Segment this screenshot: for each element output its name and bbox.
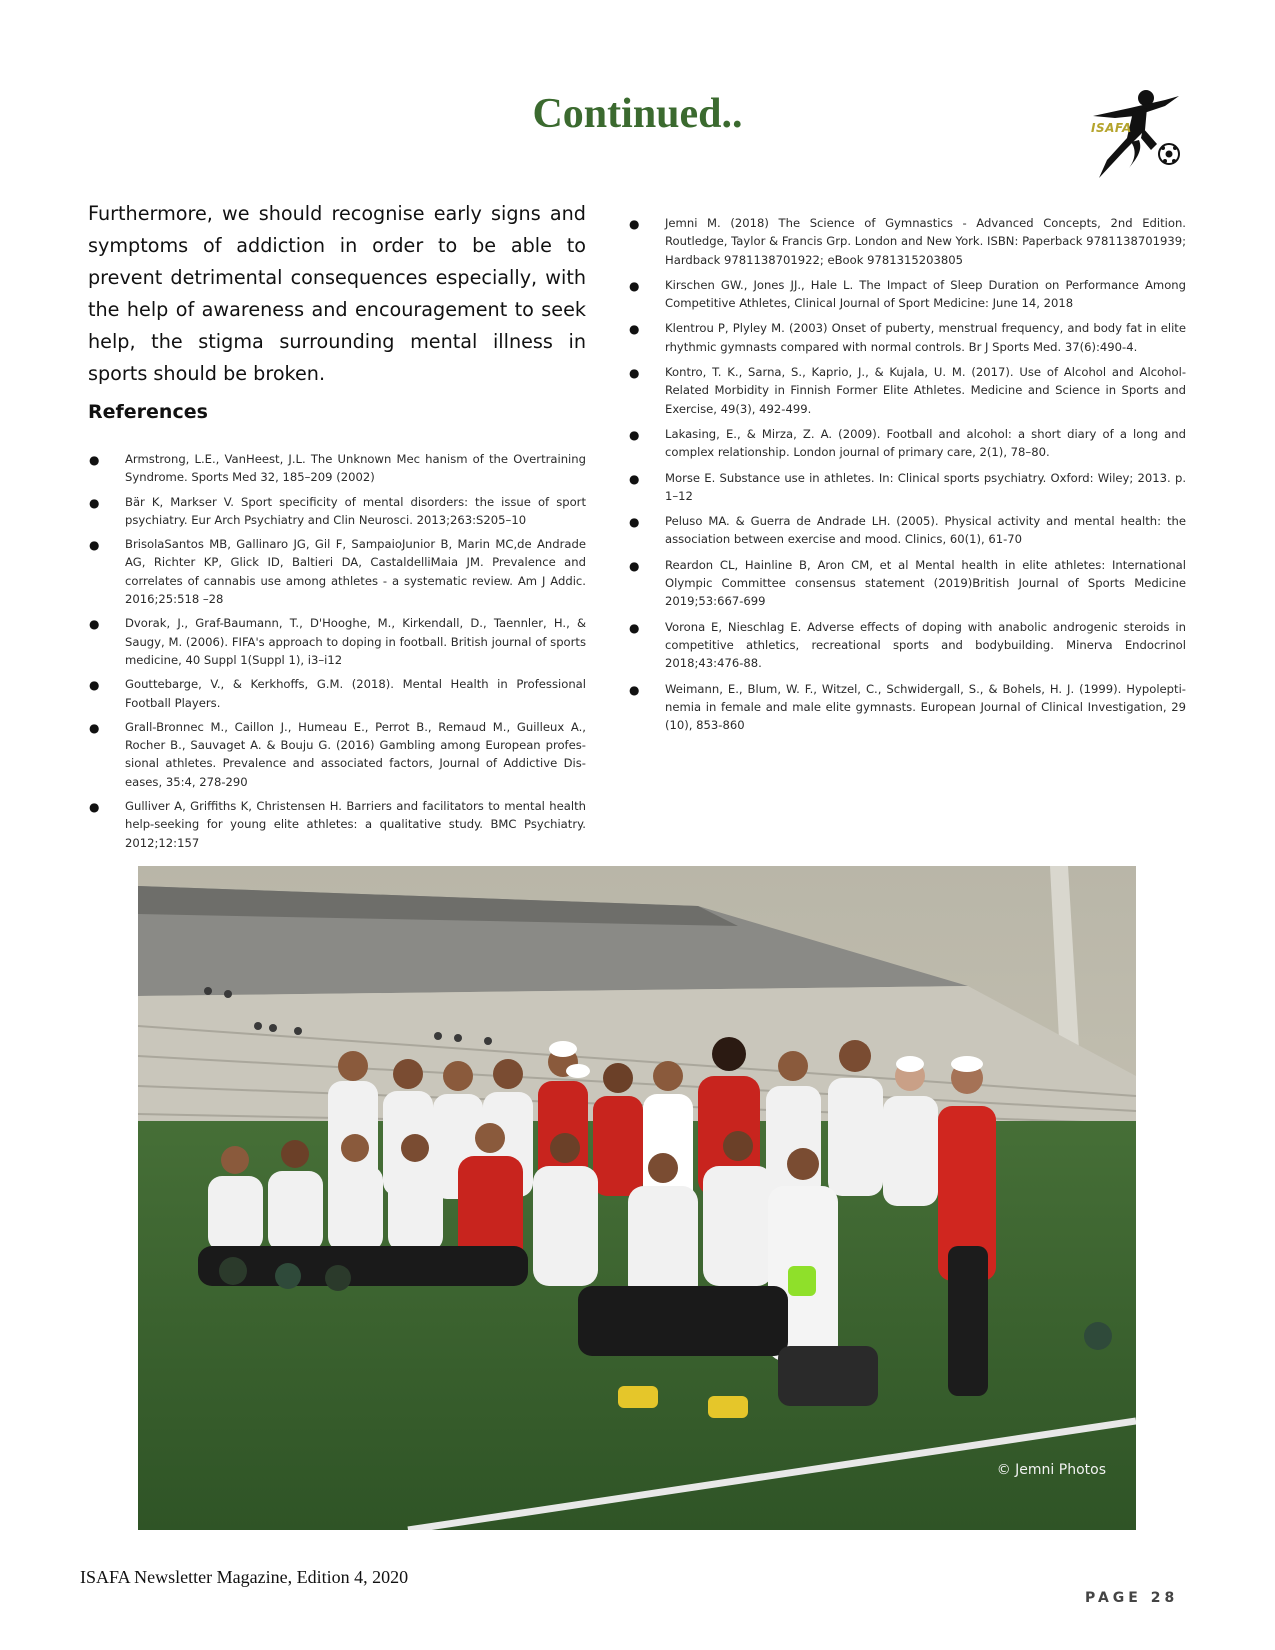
reference-item xyxy=(88,614,586,669)
bullet-icon: ● xyxy=(89,617,100,632)
bullet-icon: ● xyxy=(89,495,100,510)
reference-text: Grall-Bronnec M., Caillon J., Humeau E., Perrot B., Remaud M., Guilleux A., Rocher B., Sauvaget A. & Bouju G. (2016) Gambling among European profes-sional athletes. Prevalence and associated factors, Journal of Addictive Dis-eases, 35:4, 278-290 xyxy=(125,719,586,789)
team-photo xyxy=(138,866,1136,1530)
page-number: PAGE 28 xyxy=(1085,1590,1179,1606)
reference-item xyxy=(628,618,1186,673)
reference-text: Jemni M. (2018) The Science of Gymnastics - Advanced Concepts, 2nd Edition. Routledge, Taylor & Francis Grp. London and New York. ISBN: Paperback 9781138701939; Hardback 9781138701922; eBook 9781315203805 xyxy=(665,216,1186,267)
reference-text: Kontro, T. K., Sarna, S., Kaprio, J., & Kujala, U. M. (2017). Use of Alcohol and Alcohol-Related Morbidity in Finnish Former Elite Athletes. Medicine and Science in Sports and Exercise, 49(3), 492-499. xyxy=(665,365,1186,416)
bullet-icon: ● xyxy=(629,515,640,530)
intro-paragraph: Furthermore, we should recognise early signs and symptoms of addiction in order to be able to prevent detrimental consequences especially, with the help of awareness and encouragement to seek help, the stigma surrounding mental illness in sports should be broken. xyxy=(88,202,586,385)
bullet-icon: ● xyxy=(629,278,640,293)
page-title: Continued.. xyxy=(532,91,743,137)
reference-text: Dvorak, J., Graf-Baumann, T., D'Hooghe, M., Kirkendall, D., Taennler, H., & Saugy, M. (2006). FIFA's approach to doping in football. British journal of sports medicine, 40 Suppl 1(Suppl 1), i3–i12 xyxy=(125,616,586,667)
reference-item xyxy=(628,680,1186,735)
bullet-icon: ● xyxy=(629,427,640,442)
bullet-icon: ● xyxy=(629,366,640,381)
reference-text: Lakasing, E., & Mirza, Z. A. (2009). Football and alcohol: a short diary of a long and complex relationship. London journal of primary care, 2(1), 78–80. xyxy=(665,426,1186,460)
reference-item xyxy=(628,425,1186,462)
bullet-icon: ● xyxy=(629,682,640,697)
photo-credit: © Jemni Photos xyxy=(996,1462,1106,1478)
reference-item xyxy=(628,556,1186,611)
reference-text: Morse E. Substance use in athletes. In: Clinical sports psychiatry. Oxford: Wiley; 2013. p. 1–12 xyxy=(665,470,1186,503)
reference-text: Klentrou P, Plyley M. (2003) Onset of puberty, menstrual frequency, and body fat in elite rhythmic gymnasts compared with normal controls. Br J Sports Med. 37(6):490-4. xyxy=(665,321,1186,354)
bullet-icon: ● xyxy=(629,620,640,635)
reference-item xyxy=(88,493,586,530)
reference-text: Vorona E, Nieschlag E. Adverse effects of doping with anabolic androgenic steroids in competitive athletics, recreational sports and bodybuilding. Minerva Endocrinol 2018;43:476-88. xyxy=(665,619,1186,671)
reference-text: Reardon CL, Hainline B, Aron CM, et al Mental health in elite athletes: International Olympic Committee consensus statement (2019)British Journal of Sports Medicine 2019;53:667-699 xyxy=(665,557,1186,609)
reference-item xyxy=(628,363,1186,418)
reference-text: Kirschen GW., Jones JJ., Hale L. The Impact of Sleep Duration on Performance Among Competitive Athletes, Clinical Journal of Sport Medicine: June 14, 2018 xyxy=(665,277,1186,311)
reference-item xyxy=(628,319,1186,356)
reference-item xyxy=(88,535,586,608)
bullet-icon: ● xyxy=(629,558,640,573)
references-left-list xyxy=(88,450,586,858)
references-heading: References xyxy=(88,401,208,423)
reference-item xyxy=(88,450,586,487)
bullet-icon: ● xyxy=(629,217,640,231)
reference-text: Weimann, E., Blum, W. F., Witzel, C., Schwidergall, S., & Bohels, H. J. (1999). Hypolepti-nemia in female and male elite gymnasts. European Journal of Clinical Investigation, 29 (10), 853-860 xyxy=(665,681,1186,733)
bullet-icon: ● xyxy=(629,322,640,337)
reference-item xyxy=(628,469,1186,506)
bullet-icon: ● xyxy=(89,720,100,735)
reference-item xyxy=(88,797,586,852)
reference-text: Gulliver A, Griffiths K, Christensen H. Barriers and facilitators to mental health help-seeking for young elite athletes: a qualitative study. BMC Psychiatry. 2012;12:157 xyxy=(125,799,586,850)
isafa-logo xyxy=(1085,88,1185,188)
bullet-icon: ● xyxy=(89,453,100,467)
bullet-icon: ● xyxy=(629,471,640,486)
bullet-icon: ● xyxy=(89,678,100,693)
reference-item xyxy=(628,276,1186,313)
reference-text: Armstrong, L.E., VanHeest, J.L. The Unknown Mec hanism of the Overtraining Syndrome. Sports Med 32, 185–209 (2002) xyxy=(125,452,586,485)
soccer-player-icon xyxy=(1085,88,1185,188)
reference-item xyxy=(628,512,1186,549)
reference-item xyxy=(88,718,586,791)
reference-text: Bär K, Markser V. Sport specificity of mental disorders: the issue of sport psychiatry. Eur Arch Psychiatry and Clin Neurosci. 2013;263:S205–10 xyxy=(125,494,586,527)
reference-item xyxy=(88,675,586,712)
bullet-icon: ● xyxy=(89,538,100,553)
logo-text: ISAFA xyxy=(1091,121,1132,135)
reference-text: Gouttebarge, V., & Kerkhoffs, G.M. (2018). Mental Health in Professional Football Players. xyxy=(125,677,586,710)
reference-text: Peluso MA. & Guerra de Andrade LH. (2005). Physical activity and mental health: the association between exercise and mood. Clinics, 60(1), 61-70 xyxy=(665,514,1186,547)
references-right-list xyxy=(628,214,1186,741)
reference-text: BrisolaSantos MB, Gallinaro JG, Gil F, SampaioJunior B, Marin MC,de Andrade AG, Richter KP, Glick ID, Baltieri DA, CastaldelliMaia JM. Prevalence and correlates of cannabis use among athletes - a systematic review. Am J Addic. 2016;25:518 –28 xyxy=(125,537,586,607)
reference-item xyxy=(628,214,1186,269)
bullet-icon: ● xyxy=(89,800,100,815)
footer-publication: ISAFA Newsletter Magazine, Edition 4, 2020 xyxy=(80,1567,409,1587)
team-photo-illustration xyxy=(138,866,1136,1530)
